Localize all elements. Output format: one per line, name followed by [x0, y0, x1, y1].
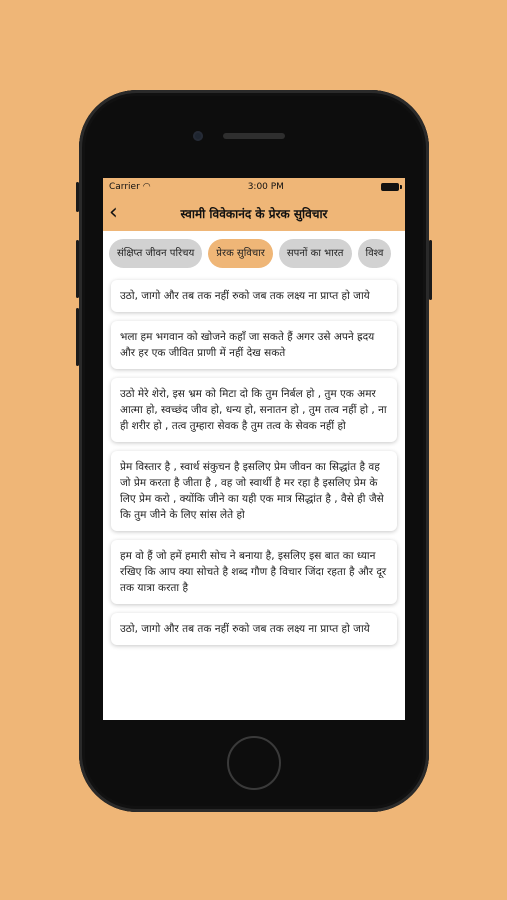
status-bar — [103, 178, 405, 196]
quote-card[interactable] — [111, 613, 397, 645]
quote-card[interactable] — [111, 378, 397, 442]
quote-card[interactable] — [111, 540, 397, 604]
tab-biography[interactable]: संक्षिप्त जीवन परिचय — [109, 239, 202, 268]
front-camera — [193, 131, 203, 141]
quote-card[interactable] — [111, 451, 397, 531]
wifi-icon: ◠ — [142, 182, 151, 192]
navigation-bar — [103, 196, 405, 231]
quote-text: उठो मेरे शेरो, इस भ्रम को मिटा दो कि तुम निर्बल हो , तुम एक अमर आत्मा हो, स्वच्छंद जीव हो, धन्य हो, सनातन हो , तुम तत्व नहीं हो , ना ही शरीर हो , तत्व तुम्हारा सेवक है तुम तत्व के सेवक नहीं हो — [120, 388, 387, 432]
quote-card[interactable] — [111, 321, 397, 369]
app-screen — [103, 178, 405, 720]
status-time: 3:00 PM — [247, 182, 284, 192]
quote-text: भला हम भगवान को खोजने कहाँ जा सकते हैं अगर उसे अपने ह्रदय और हर एक जीवित प्राणी में नहीं देख सकते — [120, 331, 375, 359]
tab-dream-india[interactable]: सपनों का भारत — [279, 239, 352, 268]
carrier-label: Carrier — [109, 182, 140, 192]
phone-frame — [79, 90, 429, 812]
battery-icon — [381, 183, 399, 191]
quote-text: प्रेम विस्तार है , स्वार्थ संकुचन है इसलिए प्रेम जीवन का सिद्धांत है वह जो प्रेम करता है जीता है , वह जो स्वार्थी है मर रहा है इसलिए प्रेम के लिए प्रेम करो , क्योंकि जीने का यही एक मात्र सिद्धांत है , वैसे ही जैसे कि तुम जीने के लिए सांस लेते हो — [120, 461, 384, 521]
page-title: स्वामी विवेकानंद के प्रेरक सुविचार — [180, 207, 328, 221]
quote-list — [103, 276, 405, 645]
earpiece-speaker — [223, 133, 285, 139]
mute-switch — [76, 182, 79, 212]
tab-quotes[interactable]: प्रेरक सुविचार — [208, 239, 273, 268]
category-tabs — [103, 231, 405, 276]
power-button — [429, 240, 432, 300]
volume-up-button — [76, 240, 79, 298]
chevron-left-icon[interactable]: ‹ — [109, 200, 118, 225]
volume-down-button — [76, 308, 79, 366]
tab-world[interactable]: विश्व — [358, 239, 392, 268]
quote-text: हम वो हैं जो हमें हमारी सोच ने बनाया है, इसलिए इस बात का ध्यान रखिए कि आप क्या सोचते है शब्द गौण है विचार जिंदा रहता है और दूर तक यात्रा करता है — [120, 550, 387, 594]
home-button[interactable] — [227, 736, 281, 790]
quote-text: उठो, जागो और तब तक नहीं रुको जब तक लक्ष्य ना प्राप्त हो जाये — [120, 290, 370, 302]
quote-card[interactable] — [111, 280, 397, 312]
quote-text: उठो, जागो और तब तक नहीं रुको जब तक लक्ष्य ना प्राप्त हो जाये — [120, 623, 370, 635]
